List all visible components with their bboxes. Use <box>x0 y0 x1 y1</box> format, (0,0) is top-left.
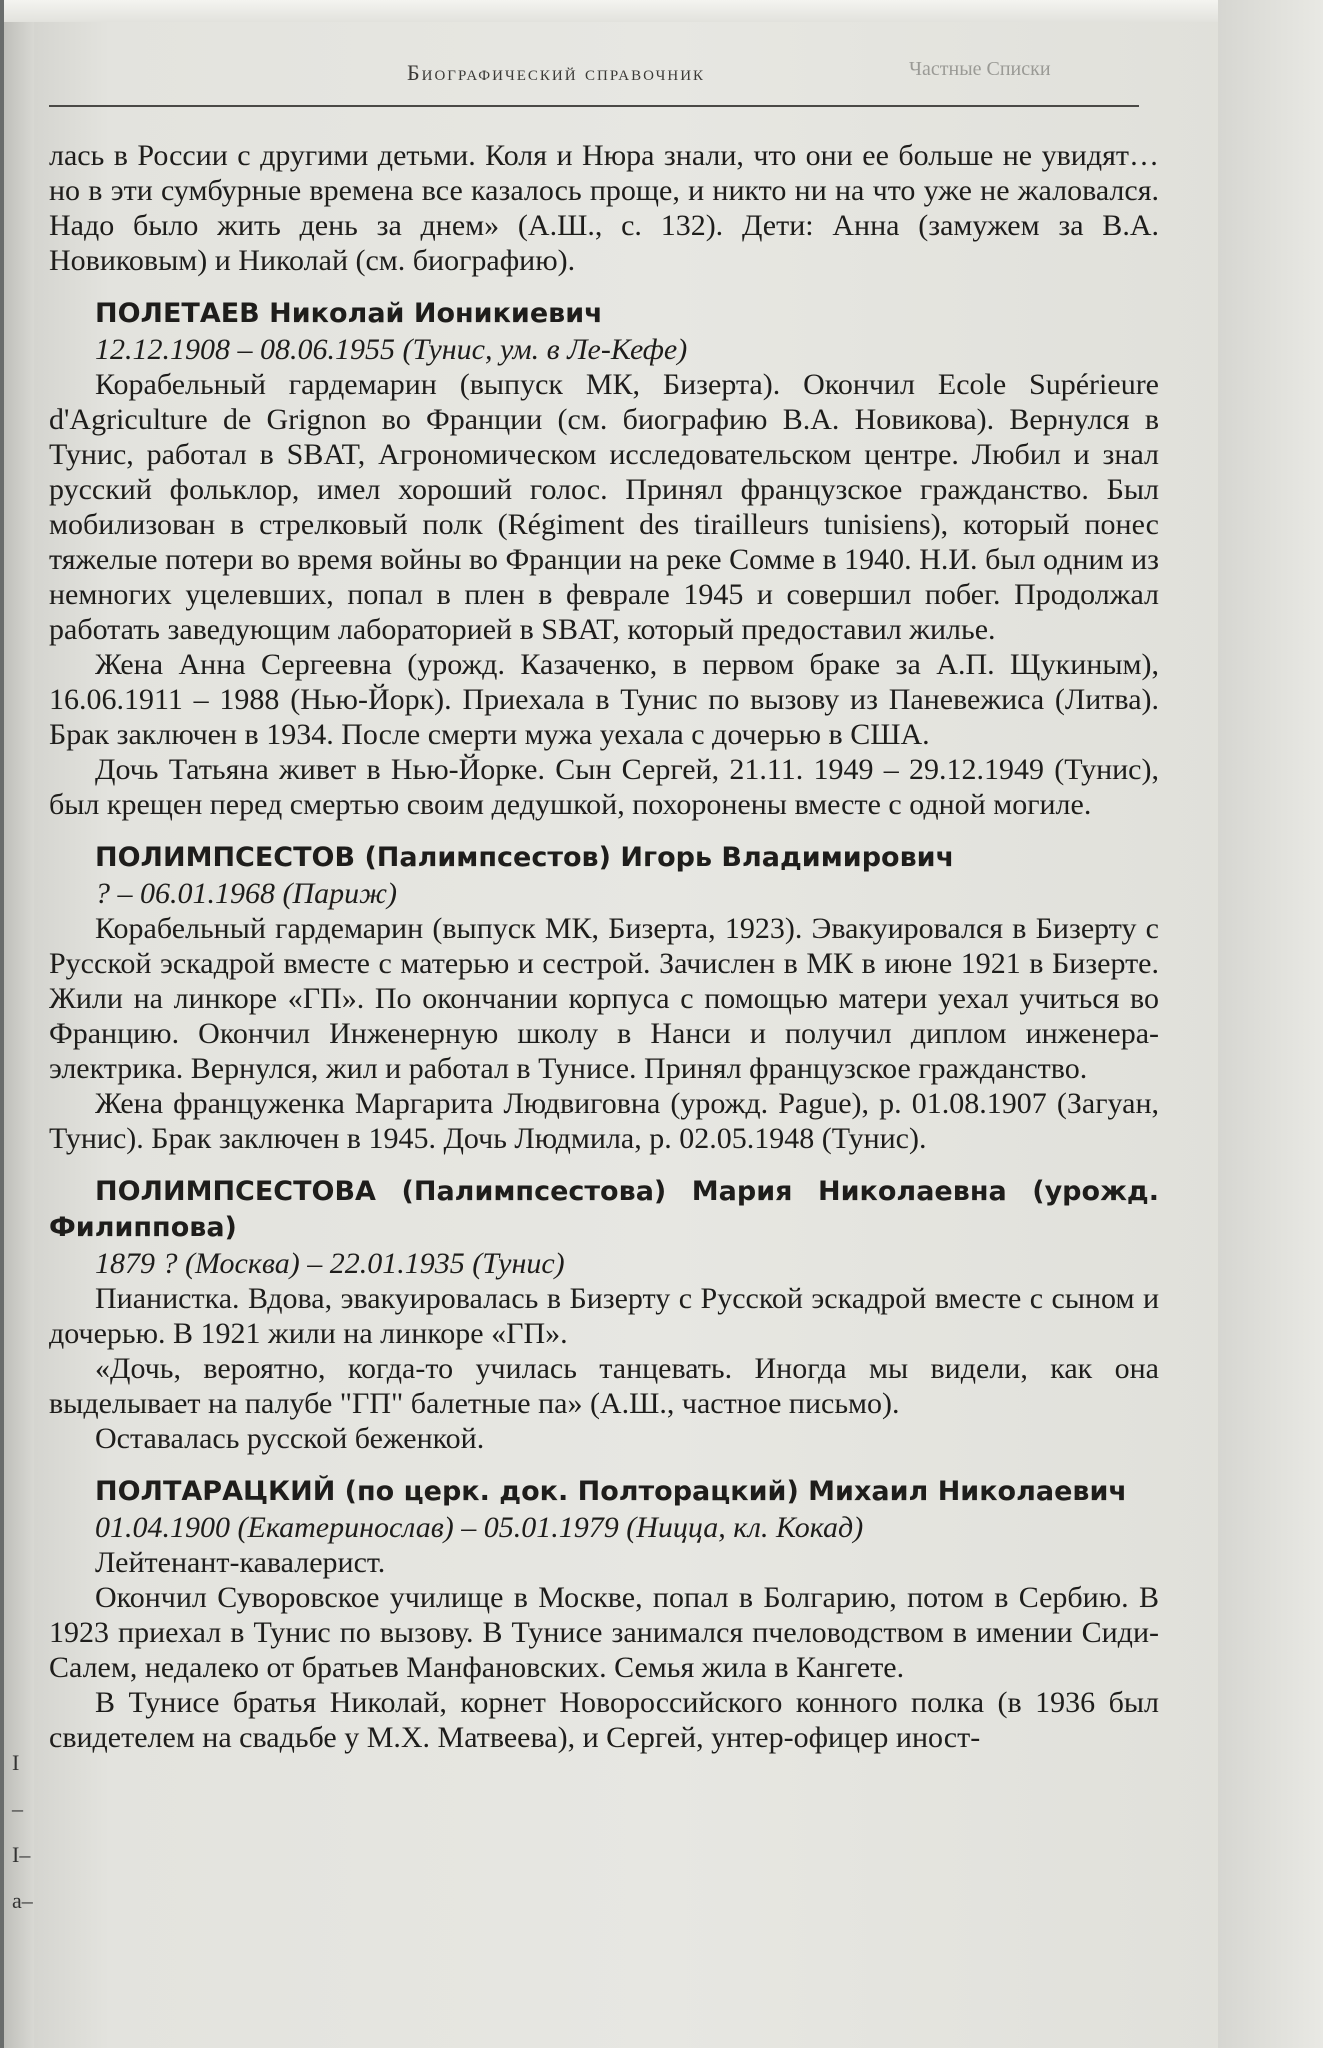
entry-dates: 01.04.1900 (Екатеринослав) – 05.01.1979 (Ницца, кл. Кокад) <box>95 1511 864 1544</box>
entry-paragraph: Окончил Суворовское училище в Москве, попал в Болгарию, потом в Сербию. В 1923 приехал в Тунис по вызову. В Тунисе занимался пчеловодством в имении Сиди-Салем, недалеко от братьев Манфановских. Семья жила в Кангете. <box>49 1581 1159 1684</box>
entry-paragraph: Жена француженка Маргарита Людвиговна (урожд. Pague), р. 01.08.1907 (Загуан, Тунис). Брак заключен в 1945. Дочь Людмила, р. 02.05.1948 (Тунис). <box>49 1087 1159 1155</box>
entry-name: ПОЛИМПСЕСТОВА (Палимпсестова) Мария Николаевна (урожд. Филиппова) <box>49 1176 1159 1243</box>
body-text <box>49 138 1159 1755</box>
header-rule <box>49 105 1139 107</box>
margin-fragment: а– <box>12 1888 33 1913</box>
entry-paragraph: Корабельный гардемарин (выпуск МК, Бизерта, 1923). Эвакуировался в Бизерту с Русской эскадрой вместе с матерью и сестрой. Зачислен в МК в июне 1921 в Бизерте. Жили на линкоре «ГП». По окончании корпуса с помощью матери уехал учиться во Францию. Окончил Инженерную школу в Нанси и получил диплом инженера-электрика. Вернулся, жил и работал в Тунисе. Принял французское гражданство. <box>49 912 1159 1085</box>
entry-paragraph: В Тунисе братья Николай, корнет Новороссийского конного полка (в 1936 был свидетелем на свадьбе у М.Х. Матвеева), и Сергей, унтер-офицер иност- <box>49 1686 1159 1754</box>
entry-name: ПОЛТАРАЦКИЙ (по церк. док. Полторацкий) Михаил Николаевич <box>95 1476 1127 1507</box>
adjacent-page <box>1218 0 1323 2048</box>
entry-dates: ? – 06.01.1968 (Париж) <box>95 877 398 910</box>
entry-dates: 12.12.1908 – 08.06.1955 (Тунис, ум. в Ле-Кефе) <box>95 333 688 366</box>
entry-poltaratsky <box>49 1474 1159 1755</box>
entry-paragraph: Пианистка. Вдова, эвакуировалась в Бизерту с Русской эскадрой вместе с сыном и дочерью. В 1921 жили на линкоре «ГП». <box>49 1282 1159 1350</box>
entry-paragraph: Жена Анна Сергеевна (урожд. Казаченко, в первом браке за А.П. Щукиным), 16.06.1911 – 1988 (Нью-Йорк). Приехала в Тунис по вызову из Паневежиса (Литва). Брак заключен в 1934. После смерти мужа уехала с дочерью в США. <box>49 648 1159 751</box>
margin-fragment: – <box>12 1796 23 1821</box>
intro-paragraph: лась в России с другими детьми. Коля и Нюра знали, что они ее больше не увидят… но в эти сумбурные времена все казалось проще, и никто ни на что уже не жаловался. Надо было жить день за днем» (А.Ш., с. 132). Дети: Анна (замужем за В.А. Новиковым) и Николай (см. биографию). <box>49 139 1159 277</box>
entry-paragraph: Лейтенант-кавалерист. <box>95 1546 386 1579</box>
book-page <box>4 0 1323 2048</box>
entry-polimpsestov <box>49 840 1159 1156</box>
margin-fragments <box>12 1740 33 1924</box>
margin-fragment: I <box>12 1750 20 1775</box>
entry-name: ПОЛЕТАЕВ Николай Ионикиевич <box>95 298 603 329</box>
margin-fragment: I– <box>12 1842 31 1867</box>
adjacent-running-head: Частные Списки <box>909 58 1051 80</box>
top-page-edge <box>4 0 1323 22</box>
entry-dates: 1879 ? (Москва) – 22.01.1935 (Тунис) <box>95 1247 565 1280</box>
running-head: Биографический справочник <box>407 60 706 85</box>
entry-paragraph: Корабельный гардемарин (выпуск МК, Бизерта). Окончил Ecole Supérieure d'Agriculture de Grignon во Франции (см. биографию В.А. Новикова). Вернулся в Тунис, работал в SBAT, Агрономическом исследовательском центре. Любил и знал русский фольклор, имел хороший голос. Принял французское гражданство. Был мобилизован в стрелковый полк (Régiment des tirailleurs tunisiens), который понес тяжелые потери во время войны во Франции на реке Сомме в 1940. Н.И. был одним из немногих уцелевших, попал в плен в феврале 1945 и совершил побег. Продолжал работать заведующим лабораторией в SBAT, который предоставил жилье. <box>49 368 1159 646</box>
entry-polimpsestova <box>49 1174 1159 1456</box>
entry-poletaev <box>49 296 1159 822</box>
entry-paragraph: Дочь Татьяна живет в Нью-Йорке. Сын Сергей, 21.11. 1949 – 29.12.1949 (Тунис), был крещен перед смертью своим дедушкой, похоронены вместе с одной могиле. <box>49 753 1159 821</box>
entry-paragraph: Оставалась русской беженкой. <box>95 1422 485 1455</box>
entry-name: ПОЛИМПСЕСТОВ (Палимпсестов) Игорь Владимирович <box>95 842 955 873</box>
entry-paragraph: «Дочь, вероятно, когда-то училась танцевать. Иногда мы видели, как она выделывает на палубе "ГП" балетные па» (А.Ш., частное письмо). <box>49 1352 1159 1420</box>
